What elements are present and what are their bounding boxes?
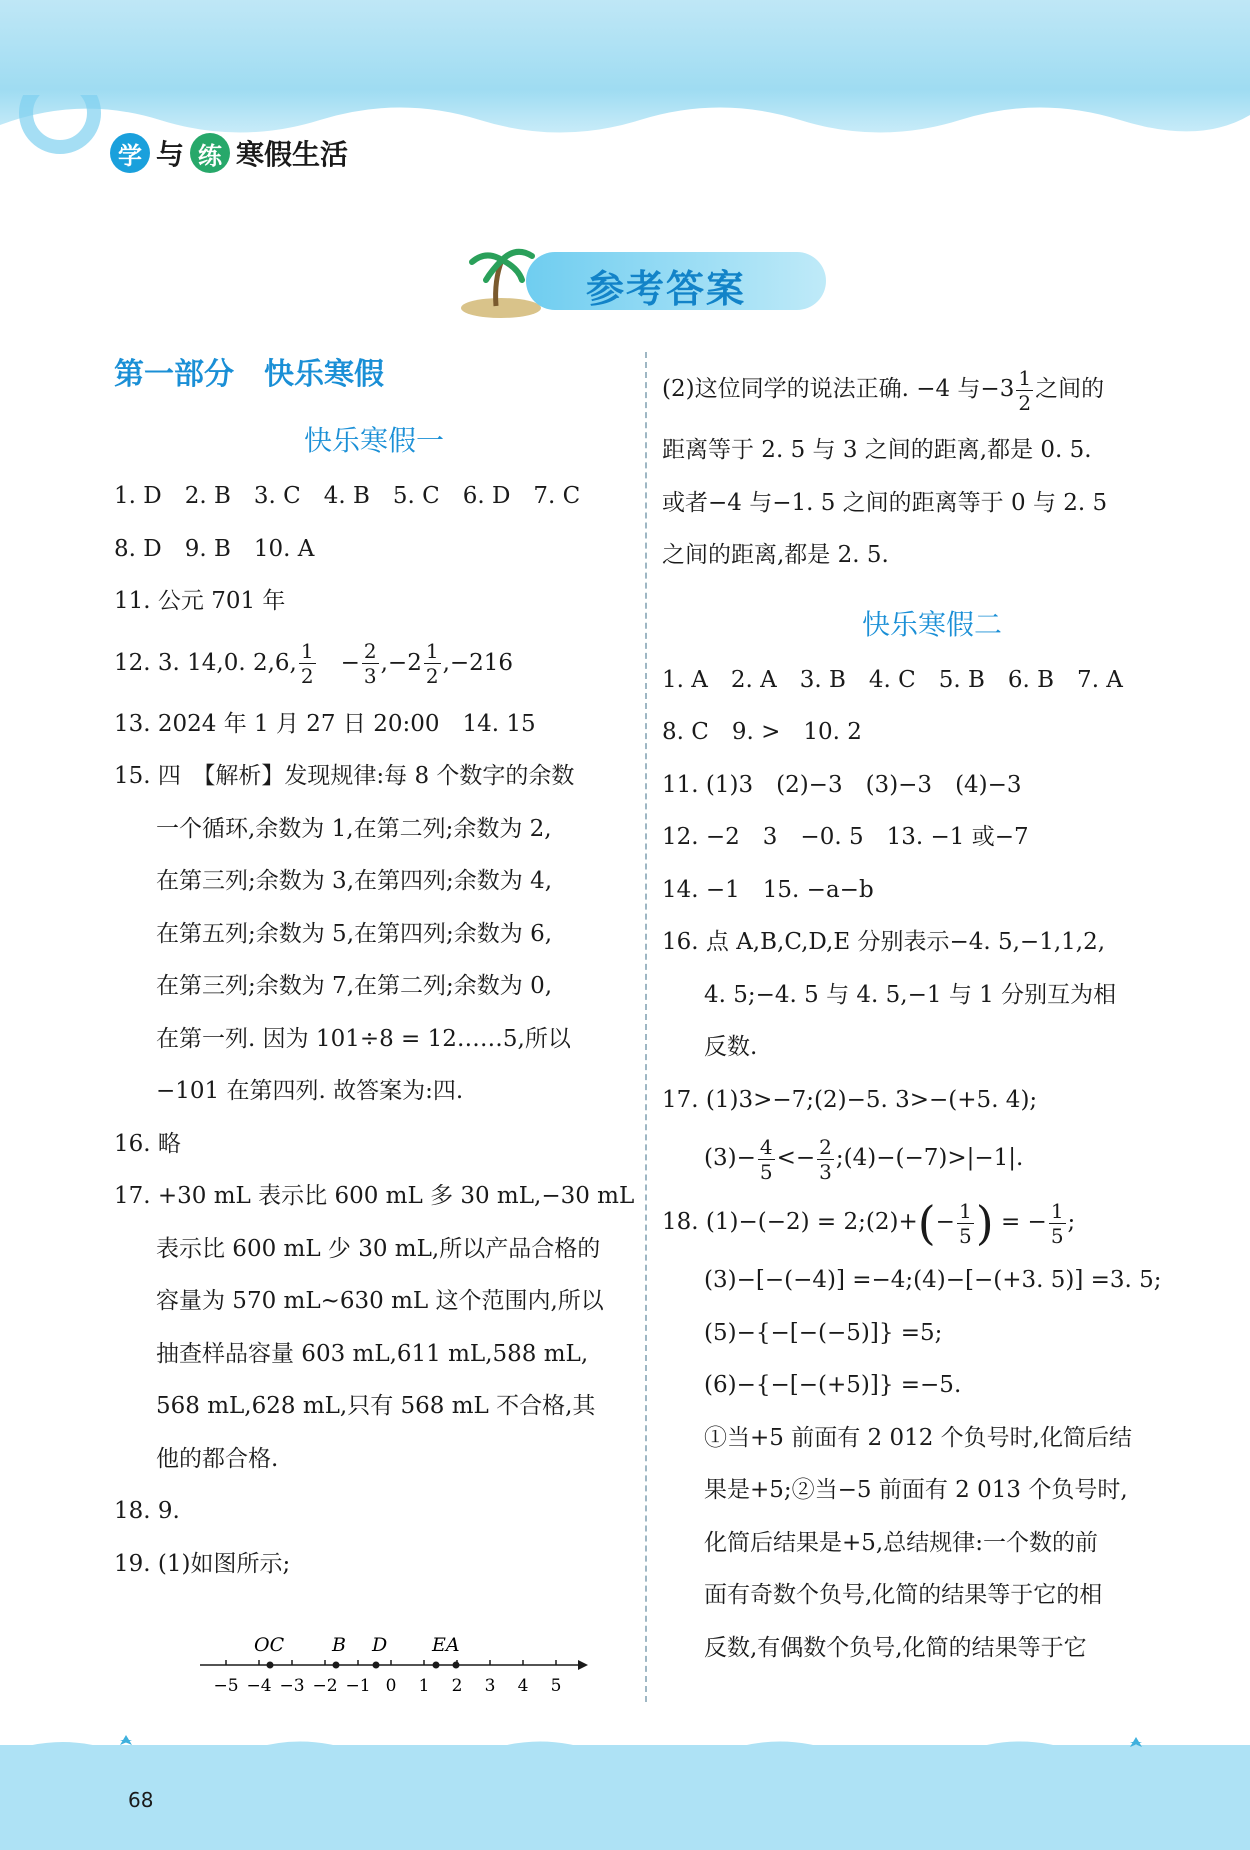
fraction: $\frac{2}{3}$ <box>819 1134 832 1184</box>
answer-line: 在第五列;余数为 5,在第四列;余数为 6, <box>156 920 553 947</box>
text: (3)− <box>704 1145 756 1171</box>
tick-label: 2 <box>451 1676 463 1696</box>
answer-banner <box>456 240 828 320</box>
text: − <box>317 649 360 676</box>
left-column <box>114 350 634 1590</box>
tick-label: −1 <box>345 1676 371 1696</box>
answer-line: (5)−{−[−(−5)]} =5; <box>704 1319 943 1346</box>
answer-line-q12 <box>114 628 634 698</box>
answer-line: 11. (1)3 (2)−3 (3)−3 (4)−3 <box>662 771 1022 798</box>
brand-yu: 与 <box>156 138 185 171</box>
tick-label: 4 <box>517 1676 529 1696</box>
text: (2)这位同学的说法正确. −4 与−3 <box>662 376 1015 402</box>
answer-line-r15 <box>662 1190 1202 1254</box>
fraction: $\frac{1}{2}$ <box>300 639 314 688</box>
right-column <box>662 354 1202 1674</box>
text: − <box>935 1209 955 1235</box>
section-title-2: 快乐寒假二 <box>861 607 1002 641</box>
answer-line: 1. A 2. A 3. B 4. C 5. B 6. B 7. A <box>662 666 1123 693</box>
point-a <box>453 1662 460 1669</box>
answer-line: 反数,有偶数个负号,化简的结果等于它 <box>704 1634 1087 1661</box>
answer-line: (6)−{−[−(+5)]} =−5. <box>704 1372 962 1398</box>
text: ,−2 <box>380 649 422 676</box>
fraction: $\frac{1}{2}$ <box>425 639 439 688</box>
answer-line: 果是+5;②当−5 前面有 2 013 个负号时, <box>704 1477 1128 1503</box>
fraction: $\frac{4}{5}$ <box>759 1134 773 1184</box>
tick-label: 1 <box>418 1676 430 1696</box>
part-title: 第一部分 快乐寒假 <box>114 357 384 392</box>
text: ; <box>1067 1209 1076 1235</box>
answer-line: 在第一列. 因为 101÷8 = 12……5,所以 <box>156 1025 571 1052</box>
point-oc <box>267 1662 274 1669</box>
brand-xue-badge: 学 <box>110 133 150 173</box>
answer-line-r14 <box>662 1126 1202 1190</box>
text: 18. (1)−(−2) = 2;(2)+ <box>662 1209 918 1235</box>
tick-label: −4 <box>246 1676 272 1696</box>
answer-line: 在第三列;余数为 3,在第四列;余数为 4, <box>156 868 553 894</box>
answer-line: 表示比 600 mL 少 30 mL,所以产品合格的 <box>156 1235 601 1262</box>
text: ;(4)−(−7)>|−1|. <box>835 1145 1024 1171</box>
brand-title: 寒假生活 <box>236 138 349 171</box>
text: <− <box>776 1145 816 1171</box>
tick-label: −5 <box>213 1676 239 1696</box>
section-title-1: 快乐寒假一 <box>303 424 444 457</box>
answer-line: 8. D 9. B 10. A <box>114 535 315 562</box>
tick-label: 5 <box>550 1676 562 1696</box>
text: 12. 3. 14,0. 2,6, <box>114 649 297 676</box>
answer-line: 在第三列;余数为 7,在第二列;余数为 0, <box>156 973 553 999</box>
point-e <box>433 1662 440 1669</box>
answer-line: 17. +30 mL 表示比 600 mL 多 30 mL,−30 mL <box>114 1183 635 1209</box>
starfish-icon <box>120 1735 132 1745</box>
fraction: $\frac{2}{3}$ <box>363 639 377 688</box>
paren: ) <box>975 1196 994 1250</box>
answer-line: 他的都合格. <box>156 1445 279 1472</box>
answer-line: 4. 5;−4. 5 与 4. 5,−1 与 1 分别互为相 <box>704 981 1117 1008</box>
column-divider <box>645 352 647 1702</box>
answer-line: 16. 点 A,B,C,D,E 分别表示−4. 5,−1,1,2, <box>662 929 1106 955</box>
answer-line: 面有奇数个负号,化简的结果等于它的相 <box>704 1582 1103 1608</box>
answer-line: 容量为 570 mL~630 mL 这个范围内,所以 <box>156 1288 604 1314</box>
answer-line: 化简后结果是+5,总结规律:一个数的前 <box>704 1529 1098 1556</box>
text: ,−216 <box>442 649 514 676</box>
answer-line: 反数. <box>704 1034 758 1060</box>
tick-label: −3 <box>279 1676 305 1696</box>
answer-line: 1. D 2. B 3. C 4. B 5. C 6. D 7. C <box>114 483 581 509</box>
answer-line: 之间的距离,都是 2. 5. <box>662 542 889 568</box>
answer-line: 距离等于 2. 5 与 3 之间的距离,都是 0. 5. <box>662 437 1092 463</box>
answer-line: 8. C 9. > 10. 2 <box>662 719 862 745</box>
fraction: $\frac{1}{5}$ <box>958 1198 972 1248</box>
starfish-icon <box>1130 1737 1142 1747</box>
answer-line: 15. 四 【解析】发现规律:每 8 个数字的余数 <box>114 763 575 789</box>
tick-label: 0 <box>385 1676 397 1696</box>
label-oc: OC <box>254 1634 285 1656</box>
answer-line: 一个循环,余数为 1,在第二列;余数为 2, <box>156 815 552 842</box>
banner-title: 参考答案 <box>586 267 747 311</box>
axis-arrow-icon <box>578 1660 588 1670</box>
answer-line: 14. −1 15. −a−b <box>662 876 874 903</box>
point-d <box>373 1662 380 1669</box>
answer-line: 11. 公元 701 年 <box>114 588 286 614</box>
answer-line: 或者−4 与−1. 5 之间的距离等于 0 与 2. 5 <box>662 489 1108 516</box>
number-line-figure <box>200 1625 590 1705</box>
answer-line: ①当+5 前面有 2 012 个负号时,化简后结 <box>704 1424 1132 1451</box>
fraction: $\frac{1}{5}$ <box>1050 1198 1064 1248</box>
answer-line: 18. 9. <box>114 1498 180 1524</box>
label-b: B <box>332 1634 346 1656</box>
tick-label: 3 <box>484 1676 496 1696</box>
fraction: $\frac{1}{2}$ <box>1018 365 1032 415</box>
answer-line: 568 mL,628 mL,只有 568 mL 不合格,其 <box>156 1393 596 1419</box>
paren: ( <box>917 1196 936 1250</box>
answer-line: 19. (1)如图所示; <box>114 1550 291 1577</box>
answer-line: 16. 略 <box>114 1130 181 1157</box>
answer-line: −101 在第四列. 故答案为:四. <box>156 1078 464 1104</box>
answer-line: (3)−[−(−4)] =−4;(4)−[−(+3. 5)] =3. 5; <box>704 1267 1162 1293</box>
page-number: 68 <box>128 1788 154 1812</box>
text: 之间的 <box>1035 376 1105 402</box>
answer-line: 12. −2 3 −0. 5 13. −1 或−7 <box>662 824 1029 850</box>
answer-line-r1 <box>662 354 1202 424</box>
answer-line: 抽查样品容量 603 mL,611 mL,588 mL, <box>156 1340 589 1367</box>
text: = − <box>993 1209 1047 1235</box>
footer-wave-decoration <box>0 1725 1250 1775</box>
point-b <box>333 1662 340 1669</box>
brand-logo <box>110 128 348 178</box>
brand-lian-badge: 练 <box>190 133 230 173</box>
answer-line: 17. (1)3>−7;(2)−5. 3>−(+5. 4); <box>662 1086 1038 1113</box>
label-ea: EA <box>432 1634 460 1656</box>
label-d: D <box>372 1634 388 1656</box>
tick-label: −2 <box>312 1676 338 1696</box>
answer-line: 13. 2024 年 1 月 27 日 20:00 14. 15 <box>114 710 536 737</box>
